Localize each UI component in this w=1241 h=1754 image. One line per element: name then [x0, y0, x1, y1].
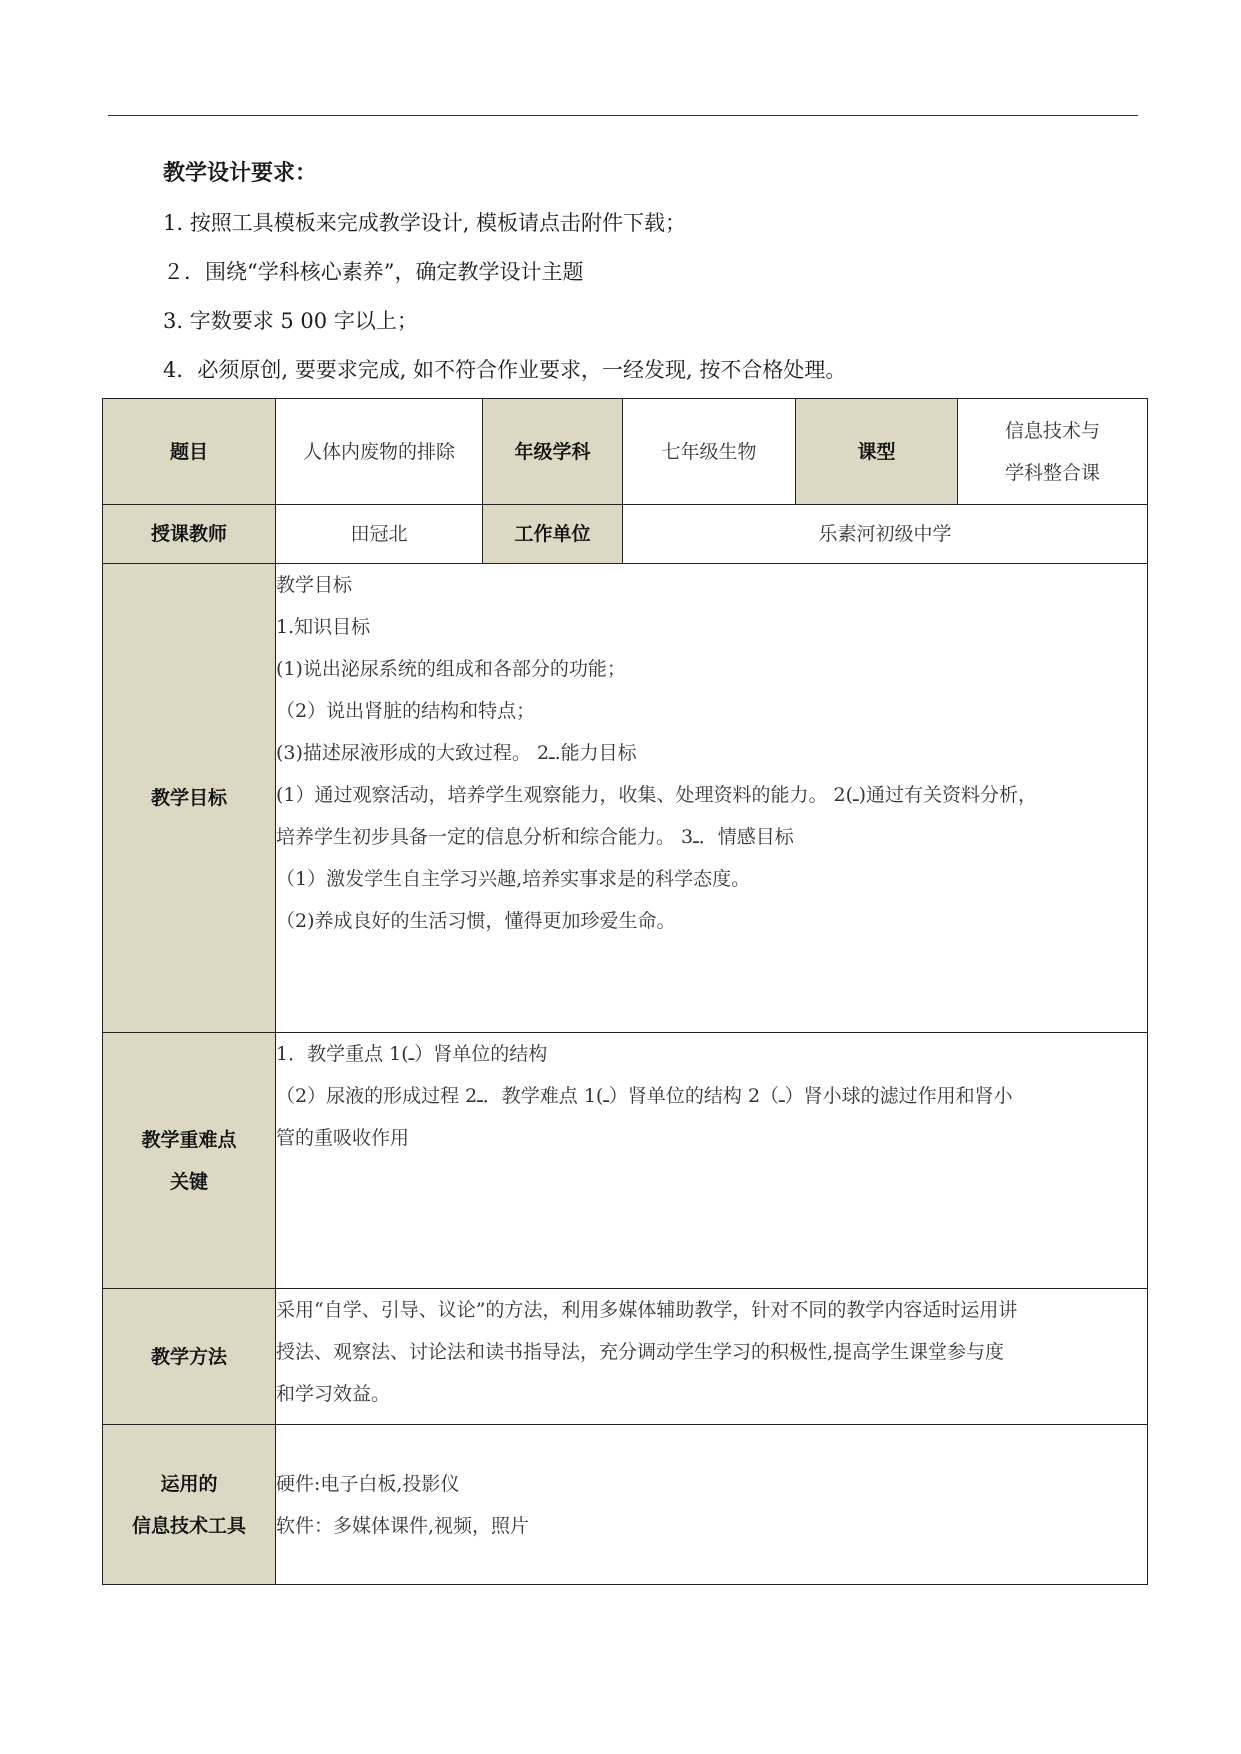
- key-points-line: 1．教学重点 1(ـ）肾单位的结构: [276, 1043, 548, 1065]
- table-row-key-points: [103, 1033, 1148, 1289]
- grade-value: 七年级生物: [623, 399, 796, 505]
- methods-line: 采用“自学、引导、议论”的方法，利用多媒体辅助教学，针对不同的教学内容适时运用讲: [276, 1299, 1018, 1321]
- requirement-item-3: 3. 字数要求 5 00 字以上；: [163, 309, 418, 333]
- tools-label: [103, 1425, 276, 1585]
- methods-content: [276, 1289, 1148, 1425]
- work-unit-value: 乐素河初级中学: [623, 505, 1148, 564]
- lesson-type-label: 课型: [796, 399, 958, 505]
- tools-label-line-2: 信息技术工具: [131, 1514, 246, 1537]
- key-points-content: [276, 1033, 1148, 1289]
- topic-value: 人体内废物的排除: [276, 399, 483, 505]
- lesson-design-table: [102, 398, 1148, 1585]
- table-row-objectives: [103, 564, 1148, 1033]
- methods-label: 教学方法: [103, 1289, 276, 1425]
- topic-label: 题目: [103, 399, 276, 505]
- lesson-type-value-line-1: 信息技术与: [1004, 419, 1100, 442]
- header-rule: [108, 115, 1138, 116]
- objectives-line: （2)养成良好的生活习惯，懂得更加珍爱生命。: [276, 910, 676, 932]
- requirement-item-1: 1. 按照工具模板来完成教学设计, 模板请点击附件下载；: [163, 211, 687, 235]
- methods-line: 授法、观察法、讨论法和读书指导法，充分调动学生学习的积极性,提高学生课堂参与度: [276, 1341, 1005, 1363]
- requirements-title: 教学设计要求：: [163, 161, 318, 186]
- tools-line: 软件：多媒体课件,视频，照片: [276, 1514, 530, 1537]
- objectives-line: 教学目标: [276, 574, 353, 596]
- key-points-label-line-1: 教学重难点: [141, 1128, 237, 1151]
- objectives-line: (3)描述尿液形成的大致过程。 2ـ.能力目标: [276, 742, 637, 764]
- objectives-label: 教学目标: [103, 564, 276, 1033]
- teacher-value: 田冠北: [276, 505, 483, 564]
- table-row-methods: [103, 1289, 1148, 1425]
- tools-content: [276, 1425, 1148, 1585]
- teacher-label: 授课教师: [103, 505, 276, 564]
- methods-line: 和学习效益。: [276, 1383, 391, 1405]
- table-row-tools: [103, 1425, 1148, 1585]
- requirement-item-2: ２．围绕“学科核心素养”，确定教学设计主题: [163, 260, 584, 284]
- objectives-line: 培养学生初步具备一定的信息分析和综合能力。 3ـ．情感目标: [276, 826, 794, 848]
- key-points-label-line-2: 关键: [169, 1170, 208, 1193]
- objectives-line: 1.知识目标: [276, 616, 371, 638]
- grade-label: 年级学科: [483, 399, 623, 505]
- objectives-content: [276, 564, 1148, 1033]
- objectives-line: （1）激发学生自主学习兴趣,培养实事求是的科学态度。: [276, 868, 751, 890]
- requirements-section: [163, 160, 1123, 405]
- work-unit-label: 工作单位: [483, 505, 623, 564]
- table-row-teacher: [103, 505, 1148, 564]
- lesson-type-value: [958, 399, 1148, 505]
- tools-line: 硬件:电子白板,投影仪: [276, 1472, 460, 1495]
- table-row-topic: [103, 399, 1148, 505]
- tools-label-line-1: 运用的: [160, 1472, 218, 1495]
- key-points-line: （2）尿液的形成过程 2ـ．教学难点 1(ـ）肾单位的结构 2（ـ）肾小球的滤过作用和肾小: [276, 1085, 1013, 1107]
- key-points-label: [103, 1033, 276, 1289]
- objectives-line: (1)说出泌尿系统的组成和各部分的功能；: [276, 658, 626, 680]
- objectives-line: (1）通过观察活动，培养学生观察能力，收集、处理资料的能力。 2(ـ)通过有关资料分析，: [276, 784, 1038, 806]
- lesson-type-value-line-2: 学科整合课: [1004, 461, 1100, 484]
- requirement-item-4: 4．必须原创, 要要求完成, 如不符合作业要求，一经发现, 按不合格处理。: [163, 358, 847, 382]
- key-points-line: 管的重吸收作用: [276, 1127, 410, 1149]
- objectives-line: （2）说出肾脏的结构和特点；: [276, 700, 536, 722]
